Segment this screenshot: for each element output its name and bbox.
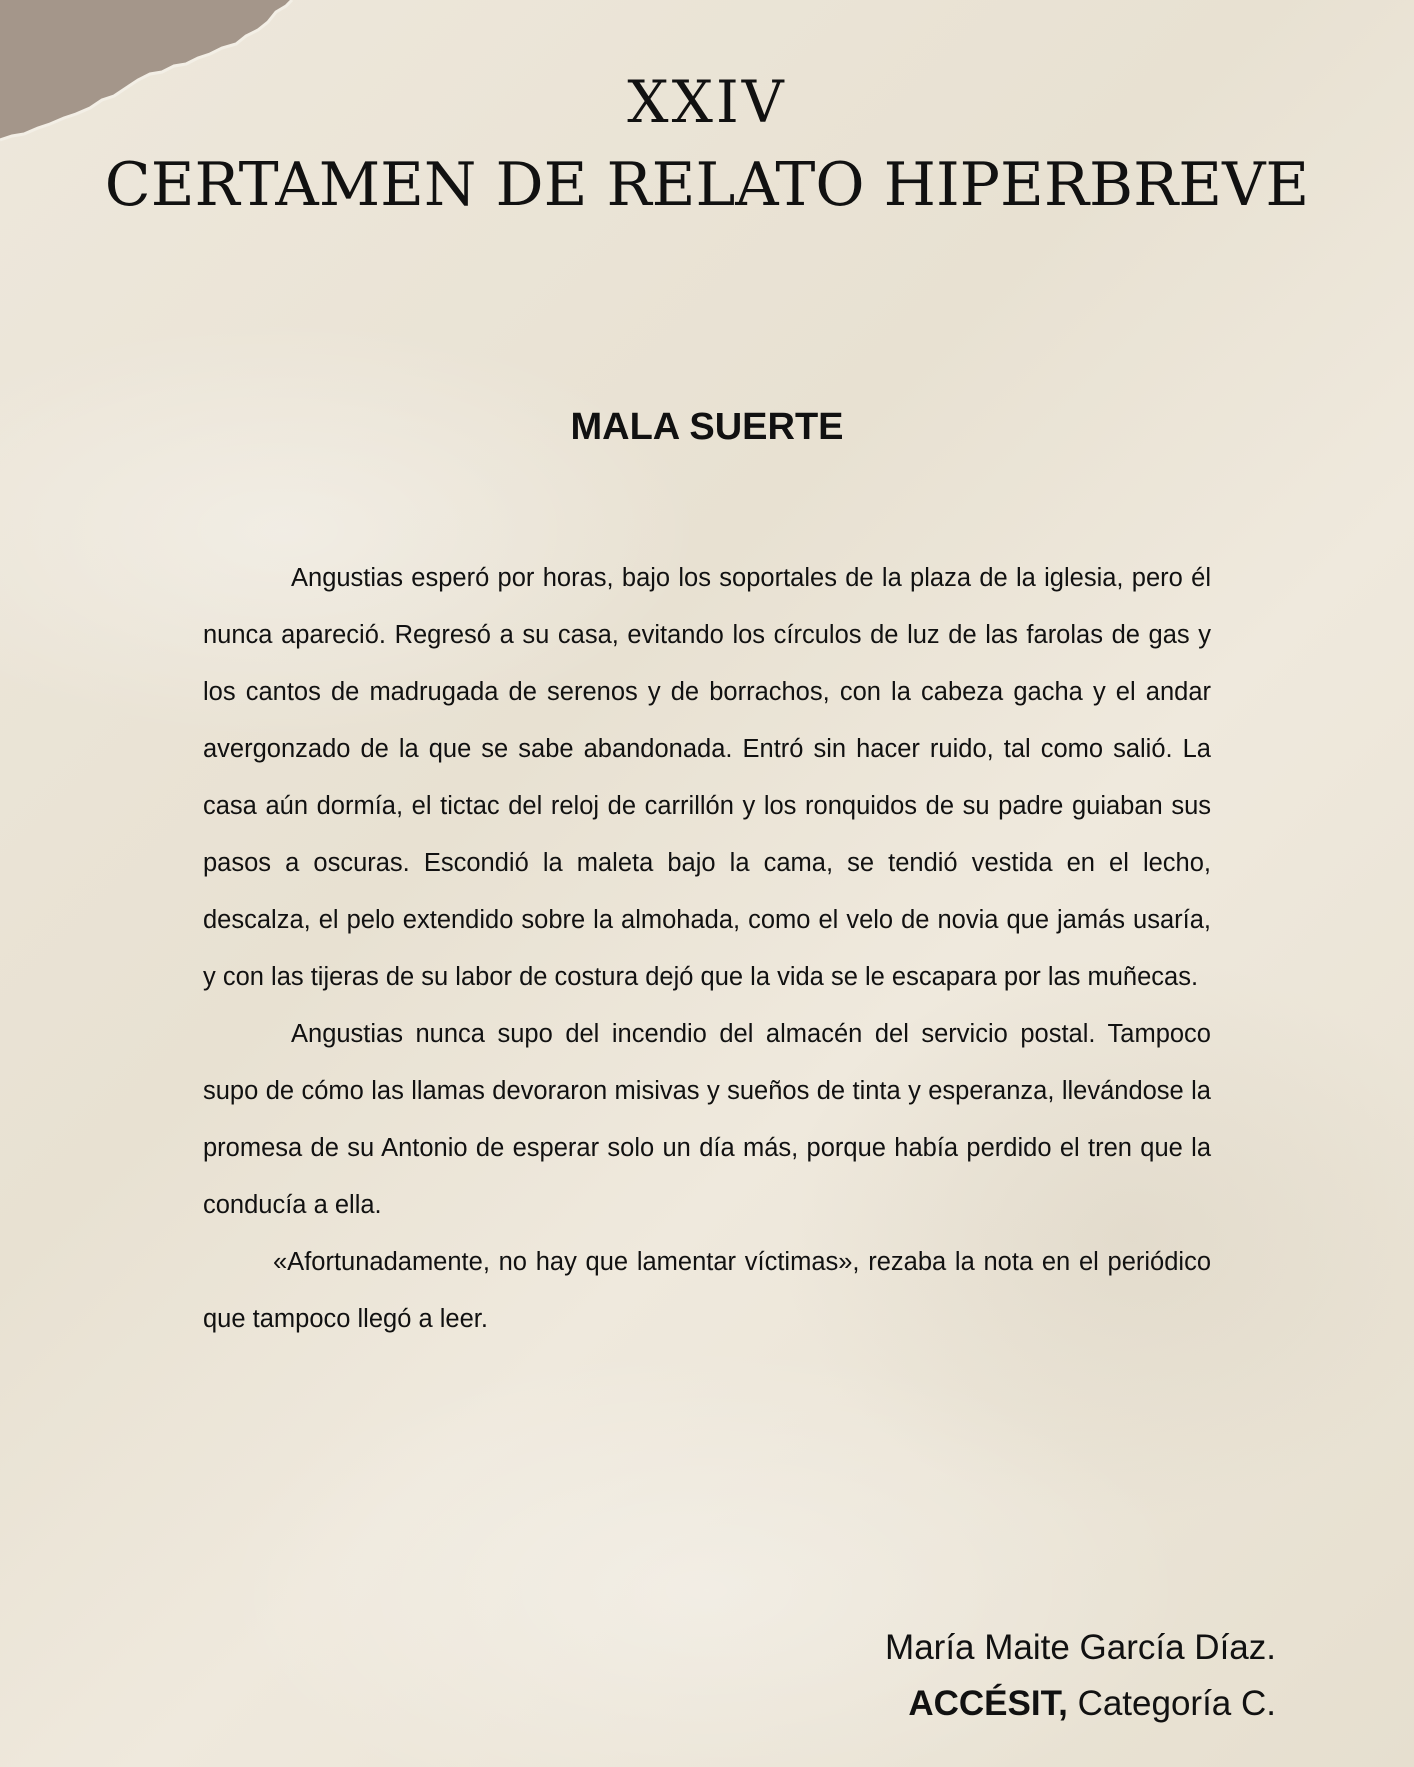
edition-numeral: XXIV — [627, 68, 787, 136]
signature-block — [885, 1620, 1276, 1732]
author-name: María Maite García Díaz. — [885, 1628, 1276, 1667]
story-paragraph-1: Angustias esperó por horas, bajo los soportales de la plaza de la iglesia, pero él nunca apareció. Regresó a su casa, evitando los círculos de luz de las farolas de gas y los cantos de madrugada de serenos y de borrachos, con la cabeza gacha y el andar avergonzado de la que se sabe abandonada. Entró sin hacer ruido, tal como salió. La casa aún dormía, el tictac del reloj de carrillón y los ronquidos de su padre guiaban sus pasos a oscuras. Escondió la maleta bajo la cama, se tendió vestida en el lecho, descalza, el pelo extendido sobre la almohada, como el velo de novia que jamás usaría, y con las tijeras de su labor de costura dejó que la vida se le escapara por las muñecas. — [203, 564, 1211, 991]
story-title: MALA SUERTE — [570, 406, 844, 448]
award-category: Categoría C. — [1077, 1684, 1276, 1723]
story-paragraph-3: «Afortunadamente, no hay que lamentar víctimas», rezaba la nota en el periódico que tampoco llegó a leer. — [203, 1248, 1211, 1333]
story-paragraph-2: Angustias nunca supo del incendio del almacén del servicio postal. Tampoco supo de cómo las llamas devoraron misivas y sueños de tinta y esperanza, llevándose la promesa de su Antonio de esperar solo un día más, porque había perdido el tren que la conducía a ella. — [203, 1020, 1211, 1219]
contest-header — [0, 62, 1414, 228]
award-line — [885, 1676, 1276, 1732]
award-label: ACCÉSIT, — [908, 1684, 1068, 1723]
story-body — [203, 550, 1211, 1348]
contest-title: CERTAMEN DE RELATO HIPERBREVE — [104, 150, 1310, 220]
